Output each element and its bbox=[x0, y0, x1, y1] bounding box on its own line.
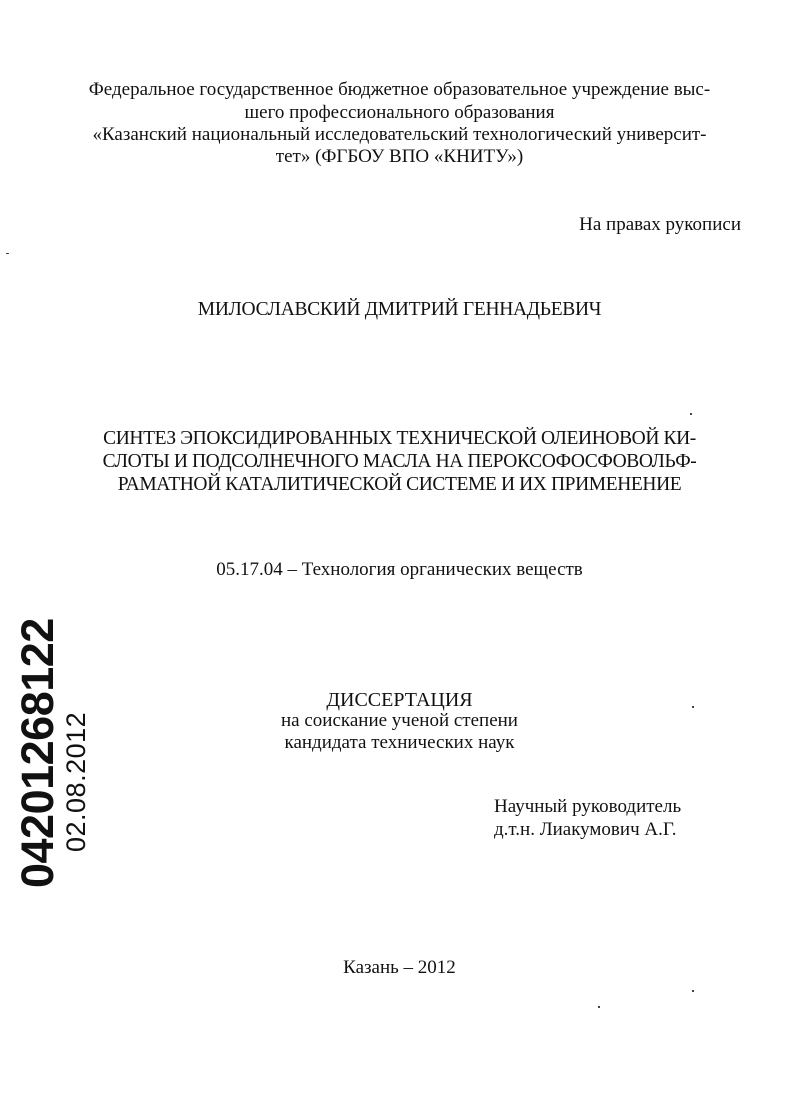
supervisor-label: Научный руководитель bbox=[494, 796, 682, 817]
author-name: МИЛОСЛАВСКИЙ ДМИТРИЙ ГЕННАДЬЕВИЧ bbox=[197, 299, 602, 320]
institution-line-4: тет» (ФГБОУ ВПО «КНИТУ») bbox=[275, 146, 524, 167]
title-line-1: СИНТЕЗ ЭПОКСИДИРОВАННЫХ ТЕХНИЧЕСКОЙ ОЛЕИНОВОЙ КИ- bbox=[103, 428, 696, 449]
institution-line-2: шего профессионального образования bbox=[244, 102, 555, 123]
rights-note: На правах рукописи bbox=[579, 214, 741, 235]
scan-speck bbox=[690, 413, 692, 415]
degree-heading: ДИССЕРТАЦИЯ bbox=[326, 689, 473, 711]
library-stamp-date: 02.08.2012 bbox=[61, 711, 91, 852]
institution-line-3: «Казанский национальный исследовательский технологический университ- bbox=[92, 124, 707, 145]
degree-line-3: кандидата технических наук bbox=[284, 732, 515, 753]
degree-line-2: на соискание ученой степени bbox=[281, 710, 518, 731]
title-line-3: РАМАТНОЙ КАТАЛИТИЧЕСКОЙ СИСТЕМЕ И ИХ ПРИМЕНЕНИЕ bbox=[117, 474, 682, 495]
city-year: Казань – 2012 bbox=[343, 957, 456, 978]
supervisor-name: д.т.н. Лиакумович А.Г. bbox=[494, 819, 677, 840]
title-line-2: СЛОТЫ И ПОДСОЛНЕЧНОГО МАСЛА НА ПЕРОКСОФОСФОВОЛЬФ- bbox=[102, 451, 697, 472]
scan-speck bbox=[598, 1006, 600, 1008]
specialty: 05.17.04 – Технология органических веществ bbox=[216, 559, 583, 580]
library-stamp-number: 04201268122 bbox=[12, 618, 63, 888]
institution-line-1: Федеральное государственное бюджетное образовательное учреждение выс- bbox=[88, 79, 711, 100]
scan-speck bbox=[692, 990, 694, 992]
scan-speck bbox=[692, 706, 694, 708]
scan-speck bbox=[6, 253, 9, 254]
